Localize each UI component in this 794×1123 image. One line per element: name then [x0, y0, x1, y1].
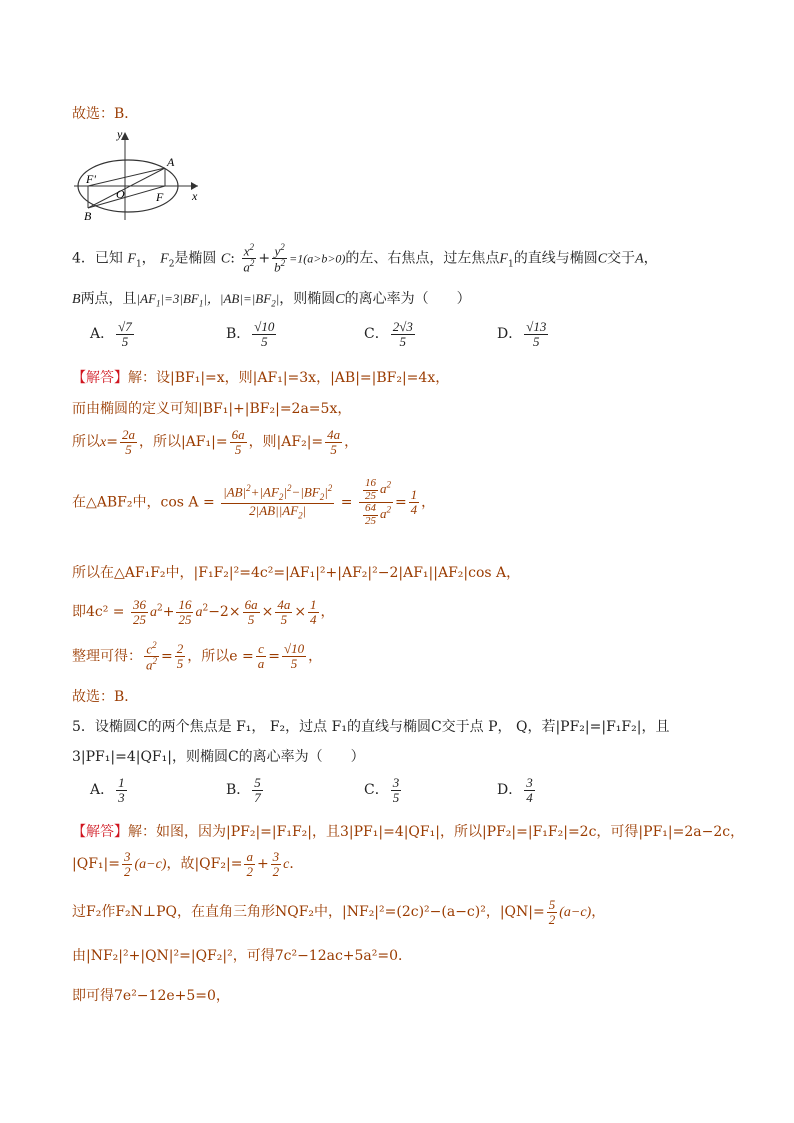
fig-label-f: F	[156, 190, 164, 204]
q4-solution-1: 【解答】解：设|BF₁|=x，则|AF₁|=3x，|AB|=|BF₂|=4x，	[72, 370, 450, 386]
fig-label-a: A	[167, 155, 175, 169]
q5-solution-2: |QF₁|= $\frac{3}{2}$ (a−c)，故|QF₂|= $\frac{a}{2}$ + $\frac{3}{2}$ c．	[72, 849, 304, 879]
q4-solution-7: 整理可得： $\frac{c^2}{a^2}$ = $\frac{2}{5}$ ，所以e = $\frac{c}{a}$ = $\frac{√10}{5}$ ，	[72, 640, 323, 673]
q4-line-1: 4．已知 $F_1$， $F_2$是椭圆 C: $\frac{x^2}{a^2}$ + $\frac{y^2}{b^2}$ =1(a>b>0)的左、右焦点，过左焦点$F_1$的直线与椭圆C交于A，	[72, 242, 658, 275]
q5-option-c[interactable]: C． $\frac{3}{5}$	[364, 775, 400, 805]
q5-option-d[interactable]: D． $\frac{3}{4}$	[497, 775, 533, 805]
fig-label-fprime: F'	[86, 172, 96, 186]
q5-solution-1: 【解答】解：如图，因为|PF₂|=|F₁F₂|，且3|PF₁|=4|QF₁|，所以|PF₂|=|F₁F₂|=2c，可得|PF₁|=2a−2c，	[72, 824, 745, 840]
q4-line-2: B两点，且$|AF_1|=3|BF_1|$，$|AB|=|BF_2|$，则椭圆C的离心率为（ ）	[72, 291, 471, 309]
fig-label-y: y	[117, 128, 123, 141]
q4-solution-5: 所以在△AF₁F₂中，|F₁F₂|²=4c²=|AF₁|²+|AF₂|²−2|AF₁||AF₂|cos A，	[72, 565, 521, 581]
q4-option-b[interactable]: B． $\frac{√10}{5}$	[226, 319, 275, 349]
q5-solution-3: 过F₂作F₂N⊥PQ，在直角三角形NQF₂中，|NF₂|²=(2c)²−(a−c)²，|QN|= $\frac{5}{2}$ (a−c)，	[72, 897, 606, 927]
q4-solution-2: 而由椭圆的定义可知|BF₁|+|BF₂|=2a=5x，	[72, 401, 352, 417]
fig-label-b: B	[84, 209, 92, 223]
q5-option-a[interactable]: A． $\frac{1}{3}$	[90, 775, 125, 805]
ellipse-figure	[70, 128, 210, 223]
q4-option-d[interactable]: D． $\frac{√13}{5}$	[497, 319, 547, 349]
q4-solution-4: 在△ABF₂中，cos A = $\frac{|AB|^2+|AF_2|^2-|BF_2|^2}{2|AB||AF_2|}$ = $\frac{16}{25}$ $a^2$ $\frac{64}{25}$ $a^2$ = $\frac{1}{4}$ ，	[72, 477, 436, 527]
q4-answer: 故选：B．	[72, 689, 139, 705]
q5-solution-4: 由|NF₂|²+|QN|²=|QF₂|²，可得7c²−12ac+5a²=0．	[72, 948, 413, 964]
fig-label-x: x	[192, 189, 198, 203]
q5-option-b[interactable]: B． $\frac{5}{7}$	[226, 775, 261, 805]
q5-solution-5: 即可得7e²−12e+5=0，	[72, 988, 230, 1004]
q4-solution-3: 所以x= $\frac{2a}{5}$ ，所以|AF₁|= $\frac{6a}{5}$ ，则|AF₂|= $\frac{4a}{5}$ ，	[72, 427, 359, 457]
q4-option-a[interactable]: A． $\frac{√7}{5}$	[90, 319, 132, 349]
q4-option-c[interactable]: C． $\frac{2√3}{5}$	[364, 319, 413, 349]
q5-line-2: 3|PF₁|=4|QF₁|，则椭圆C的离心率为（ ）	[72, 749, 365, 765]
q4-solution-6: 即4c² = $\frac{36}{25}$ $a^2+$ $\frac{16}{25}$ $a^2-2\times$ $\frac{6a}{5}$ × $\frac{4a}{5}$ × $\frac{1}{4}$ ，	[72, 597, 335, 627]
prev-answer: 故选：B．	[72, 106, 139, 122]
fig-label-o: O	[116, 187, 125, 201]
q5-line-1: 5．设椭圆C的两个焦点是 F₁， F₂，过点 F₁的直线与椭圆C交于点 P， Q，若|PF₂|=|F₁F₂|，且	[72, 719, 670, 735]
